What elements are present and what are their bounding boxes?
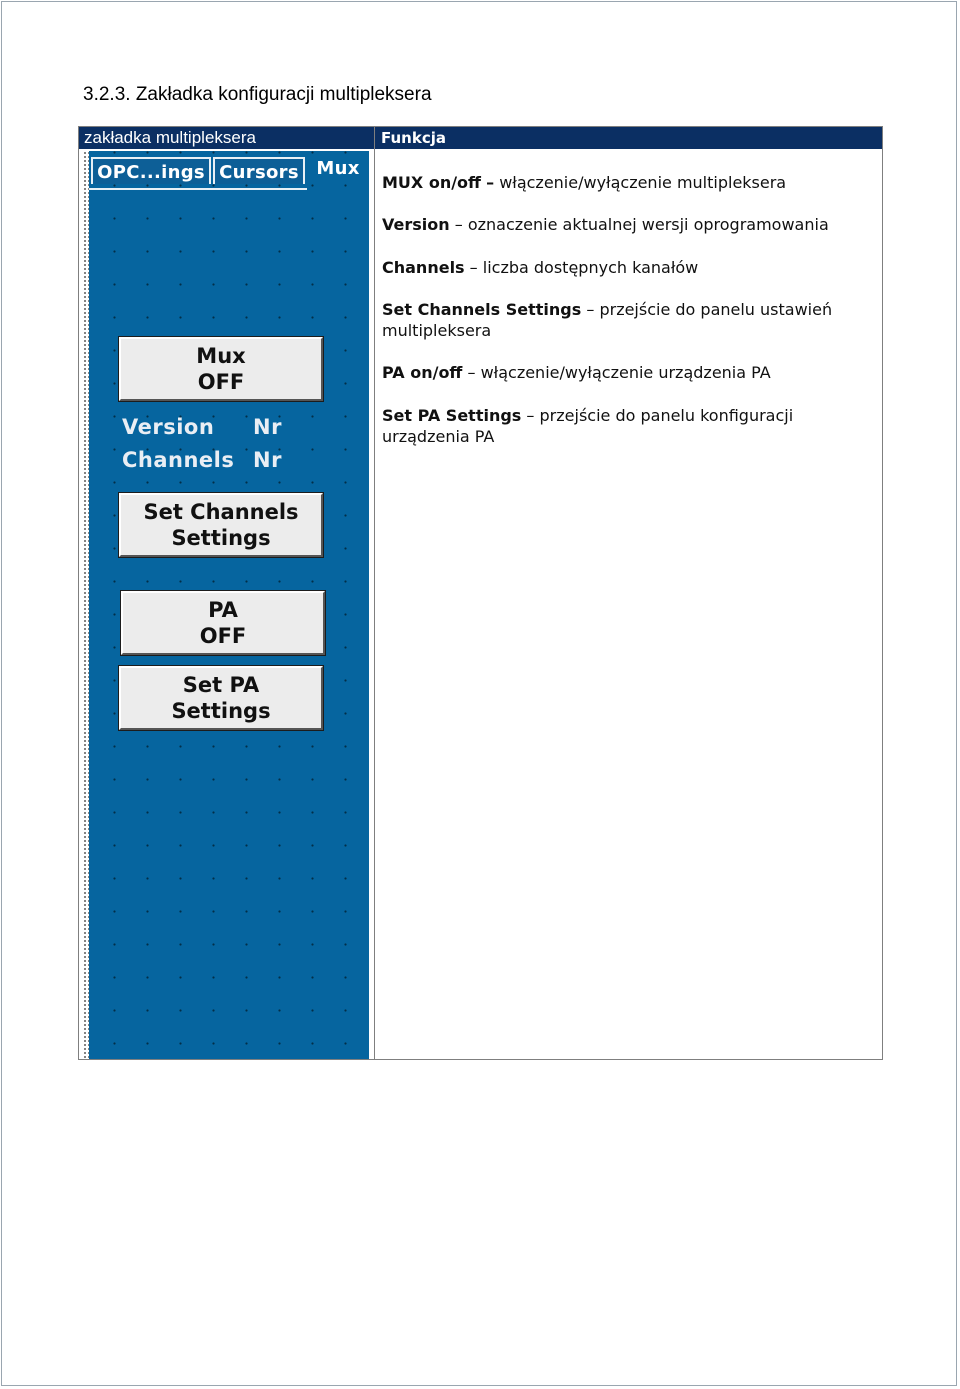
function-separator: – xyxy=(526,406,535,425)
function-description xyxy=(382,172,877,193)
function-separator: – xyxy=(486,173,495,192)
tab-opc-settings[interactable]: OPC...ings xyxy=(91,157,211,184)
function-text: przejście do panelu ustawień multipleksera xyxy=(382,300,833,340)
function-term: Set PA Settings xyxy=(382,406,522,425)
function-text: liczba dostępnych kanałów xyxy=(482,258,699,277)
pa-button-line2: OFF xyxy=(199,624,247,648)
version-label: Version xyxy=(122,415,215,439)
set-channels-settings-button[interactable] xyxy=(119,493,323,557)
tab-strip xyxy=(89,154,369,186)
version-value: Nr xyxy=(253,415,282,439)
set-channels-line2: Settings xyxy=(171,526,271,550)
tab-mux[interactable]: Mux xyxy=(316,158,360,179)
function-text: przejście do panelu konfiguracji urządzenia PA xyxy=(382,406,794,446)
function-separator: – xyxy=(467,363,476,382)
function-description xyxy=(382,362,877,383)
section-title-text: Zakładka konfiguracji multipleksera xyxy=(135,84,432,105)
function-description xyxy=(382,257,877,278)
function-table xyxy=(78,126,883,1060)
function-separator: – xyxy=(586,300,595,319)
table-header-function: Funkcja xyxy=(375,127,882,149)
tab-cursors[interactable]: Cursors xyxy=(213,157,305,184)
set-pa-line1: Set PA xyxy=(182,673,260,697)
function-term: PA on/off xyxy=(382,363,463,382)
mux-panel-screenshot xyxy=(83,151,369,1059)
function-text: włączenie/wyłączenie urządzenia PA xyxy=(480,363,771,382)
function-description xyxy=(382,299,877,341)
function-separator: – xyxy=(469,258,478,277)
channels-label: Channels xyxy=(122,448,235,472)
section-heading xyxy=(83,84,432,106)
function-text: oznaczenie aktualnej wersji oprogramowania xyxy=(467,215,829,234)
function-text: włączenie/wyłączenie multipleksera xyxy=(499,173,787,192)
function-term: Channels xyxy=(382,258,465,277)
function-description xyxy=(382,405,877,447)
set-pa-line2: Settings xyxy=(171,699,271,723)
pa-button-line1: PA xyxy=(208,598,238,622)
mux-panel xyxy=(89,151,369,1059)
function-term: Version xyxy=(382,215,450,234)
function-term: MUX on/off xyxy=(382,173,481,192)
set-channels-line1: Set Channels xyxy=(143,500,299,524)
function-term: Set Channels Settings xyxy=(382,300,582,319)
channels-value: Nr xyxy=(253,448,282,472)
table-header-tab: zakładka multipleksera xyxy=(79,127,374,149)
function-description xyxy=(382,214,877,235)
pa-toggle-button[interactable] xyxy=(121,591,325,655)
function-separator: – xyxy=(454,215,463,234)
mux-button-line2: OFF xyxy=(197,370,245,394)
tab-baseline xyxy=(89,188,307,190)
section-number: 3.2.3. xyxy=(83,84,131,105)
mux-button-line1: Mux xyxy=(196,344,246,368)
mux-toggle-button[interactable] xyxy=(119,337,323,401)
set-pa-settings-button[interactable] xyxy=(119,666,323,730)
column-divider xyxy=(374,127,375,1059)
